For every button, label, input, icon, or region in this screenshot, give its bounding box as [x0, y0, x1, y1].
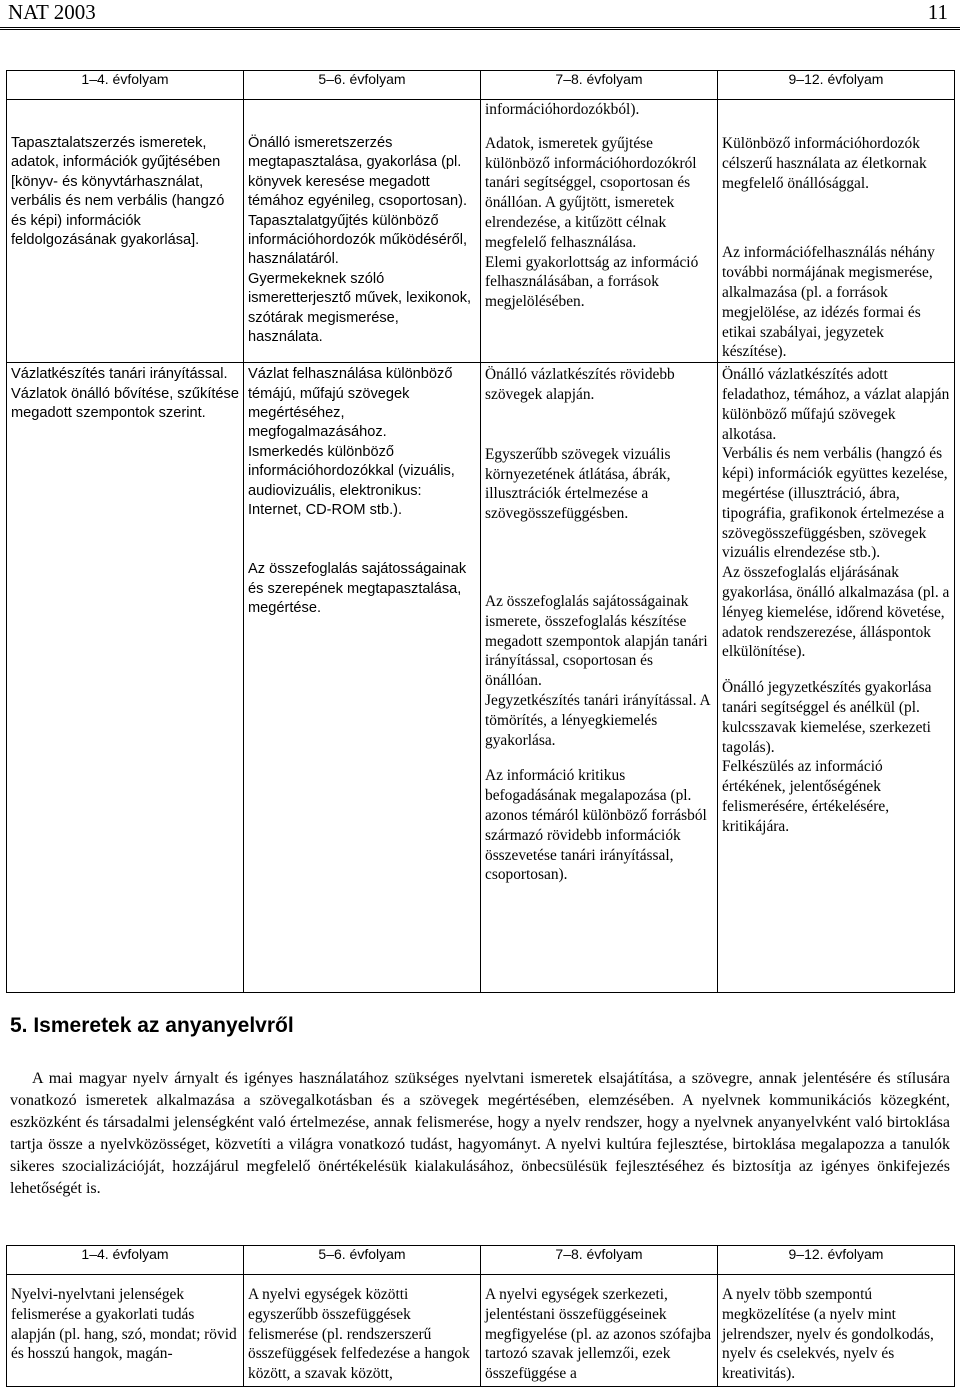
cell-text: Felkészülés az információ értékének, jelentőségének felismerésére, értékelésére, kritikájára.: [722, 758, 890, 835]
cell-text: Elemi gyakorlottság az információ felhasználásában, a források megjelölésében.: [485, 253, 699, 311]
header-rule-2: [0, 29, 960, 30]
table-cell: [7, 100, 244, 363]
cell-text: Önálló vázlatkészítés adott feladathoz, témához, a vázlat alapján különböző műfajú szövegek alkotása.: [722, 366, 950, 443]
cell-text: Az információ kritikus befogadásának megalapozása (pl. azonos témáról különböző forrásból származó rövidebb információk összevetése tanári irányítással, csoportosan).: [485, 767, 707, 884]
cell-text: Nyelvi-nyelvtani jelenségek felismerése a gyakorlati tudás alapján (pl. hang, szó, mondat; rövid és hosszú hangok, magán-: [11, 1286, 237, 1363]
cell-text: Az összefoglalás sajátosságainak és szerepének megtapasztalása, megértése.: [248, 561, 467, 617]
section-paragraph: A mai magyar nyelv árnyalt és igényes használatához szükséges nyelvtani ismeretek elsajátítása, a szövegre, annak jelentésére és stílusára vonatkozó ismeretek alkalmazása a szövegalkotásban és a szövegek megértésében, elemzésében. A nyelvnek kommunikációs közegként, eszközként és társadalmi jelenségként való értelmezése, annak felismerése, hogy a nyelv rendszer, hogy a nyelvnek anyanyelvként való birtoklása tartja össze a nyelvközösséget, közvetíti a világra vonatkozó tudást, hagyományt. A nyelvi kultúra fejlesztése, birtoklása megalapozza a tanulók sikeres szocializációját, hozzájárul megfelelő önértékelésük kialakulásához, önbecsülésük fejlesztéséhez és biztosítja az igényes önkifejezés lehetőségét is.: [10, 1070, 950, 1197]
column-header: 5–6. évfolyam: [244, 71, 481, 100]
column-header: 7–8. évfolyam: [481, 1246, 718, 1275]
column-header: 5–6. évfolyam: [244, 1246, 481, 1275]
table-cell: [718, 363, 955, 993]
header-rule: [0, 27, 960, 28]
page-number: 11: [927, 0, 948, 24]
cell-text: A nyelvi egységek közötti egyszerűbb összefüggések felismerése (pl. rendszerszerű összefüggések felfedezése a hangok között, a szavak között,: [248, 1286, 470, 1383]
cell-text: A nyelvi egységek szerkezeti, jelentéstani összefüggéseinek megfigyelése (pl. az azonos szófajba tartozó szavak jellemzői, ezek összefüggése a: [485, 1286, 712, 1383]
cell-text: Gyermekeknek szóló ismeretterjesztő művek, lexikonok, szótárak megismerése, használata.: [248, 270, 472, 346]
cell-text: Önálló jegyzetkészítés gyakorlása tanári segítséggel és anélkül (pl. kulcsszavak kiemelése, szerkezeti tagolás).: [722, 679, 932, 756]
cell-text: Egyszerűbb szövegek vizuális környezetének átlátása, ábrák, illusztrációk értelmezése a szövegösszefüggésben.: [485, 445, 671, 523]
cell-text: Verbális és nem verbális (hangzó és képi) információk együttes kezelése, megértése (illusztráció, ábra, tipográfia, grafikonok értelmezése a szövegösszefüggésben, szövegek vizuális elrendezése stb.).: [722, 445, 948, 562]
curriculum-table-1: [6, 70, 955, 993]
table-cell: [7, 1275, 244, 1387]
page-header: [0, 0, 960, 26]
table-cell: [481, 100, 718, 363]
cell-text: Önálló vázlatkészítés rövidebb szövegek alapján.: [485, 366, 675, 403]
cell-text: Vázlatkészítés tanári irányítással. Vázlatok önálló bővítése, szűkítése megadott szempontok szerint.: [11, 366, 239, 421]
document-title: NAT 2003: [8, 0, 96, 24]
cell-text: információhordozókból).: [485, 101, 640, 118]
table-cell: [7, 363, 244, 993]
section-heading: 5. Ismeretek az anyanyelvről: [10, 1014, 294, 1037]
cell-text: Önálló ismeretszerzés megtapasztalása, gyakorlása (pl. könyvek keresése megadott témához egyénileg, csoportosan). Tapasztalatgyűjtés különböző információhordozók működéséről, használatáról.: [248, 135, 468, 268]
column-header: 9–12. évfolyam: [718, 1246, 955, 1275]
table-row: [7, 100, 955, 363]
table-cell: [244, 100, 481, 363]
column-header: 1–4. évfolyam: [7, 71, 244, 100]
table-header-row: [7, 71, 955, 100]
table-cell: [244, 1275, 481, 1387]
table-row: [7, 1275, 955, 1387]
table-cell: [481, 363, 718, 993]
cell-text: Vázlat felhasználása különböző témájú, műfajú szövegek megértéséhez, megfogalmazásához.: [248, 366, 453, 441]
cell-text: Az információfelhasználás néhány további normájának megismerése, alkalmazása (pl. a források megjelölése, az idézés formai és etikai szabályai, jegyzetek készítése).: [722, 244, 935, 361]
table-cell: [481, 1275, 718, 1387]
cell-text: Az összefoglalás sajátosságainak ismerete, összefoglalás készítése megadott szempontok alapján tanári irányítással, csoportosan és önállóan.: [485, 592, 708, 690]
column-header: 7–8. évfolyam: [481, 71, 718, 100]
cell-text: Az összefoglalás eljárásának gyakorlása, önálló alkalmazása (pl. a lényeg kiemelése, időrend követése, adatok rendszerezése, álláspontok elkülönítése).: [722, 564, 950, 661]
cell-text: Jegyzetkészítés tanári irányítással. A tömörítés, a lényegkiemelés gyakorlása.: [485, 691, 710, 749]
cell-text: A nyelv több szempontú megközelítése (a nyelv mint jelrendszer, nyelv és gondolkodás, nyelv és cselekvés, nyelv és kreativitás).: [722, 1286, 934, 1383]
column-header: 1–4. évfolyam: [7, 1246, 244, 1275]
cell-text: Tapasztalatszerzés ismeretek, adatok, információk gyűjtésében [könyv- és könyvtárhasználat, verbális és nem verbális (hangzó és képi) információk feldolgozásának gyakorlása].: [11, 135, 225, 249]
table-row: [7, 363, 955, 993]
table-cell: [718, 100, 955, 363]
table-header-row: [7, 1246, 955, 1275]
column-header: 9–12. évfolyam: [718, 71, 955, 100]
table-cell: [718, 1275, 955, 1387]
cell-text: Ismerkedés különböző információhordozókkal (vizuális, audiovizuális, elektronikus: Internet, CD-ROM stb.).: [248, 443, 455, 519]
cell-text: Adatok, ismeretek gyűjtése különböző információhordozókról tanári segítséggel, csoportosan és önállóan. A gyűjtött, ismeretek elrendezése, a kitűzött célnak megfelelő felhasználása.: [485, 134, 697, 251]
cell-text: Különböző információhordozók célszerű használata az életkornak megfelelő önállósággal.: [722, 135, 927, 192]
curriculum-table-2: [6, 1245, 955, 1387]
table-cell: [244, 363, 481, 993]
